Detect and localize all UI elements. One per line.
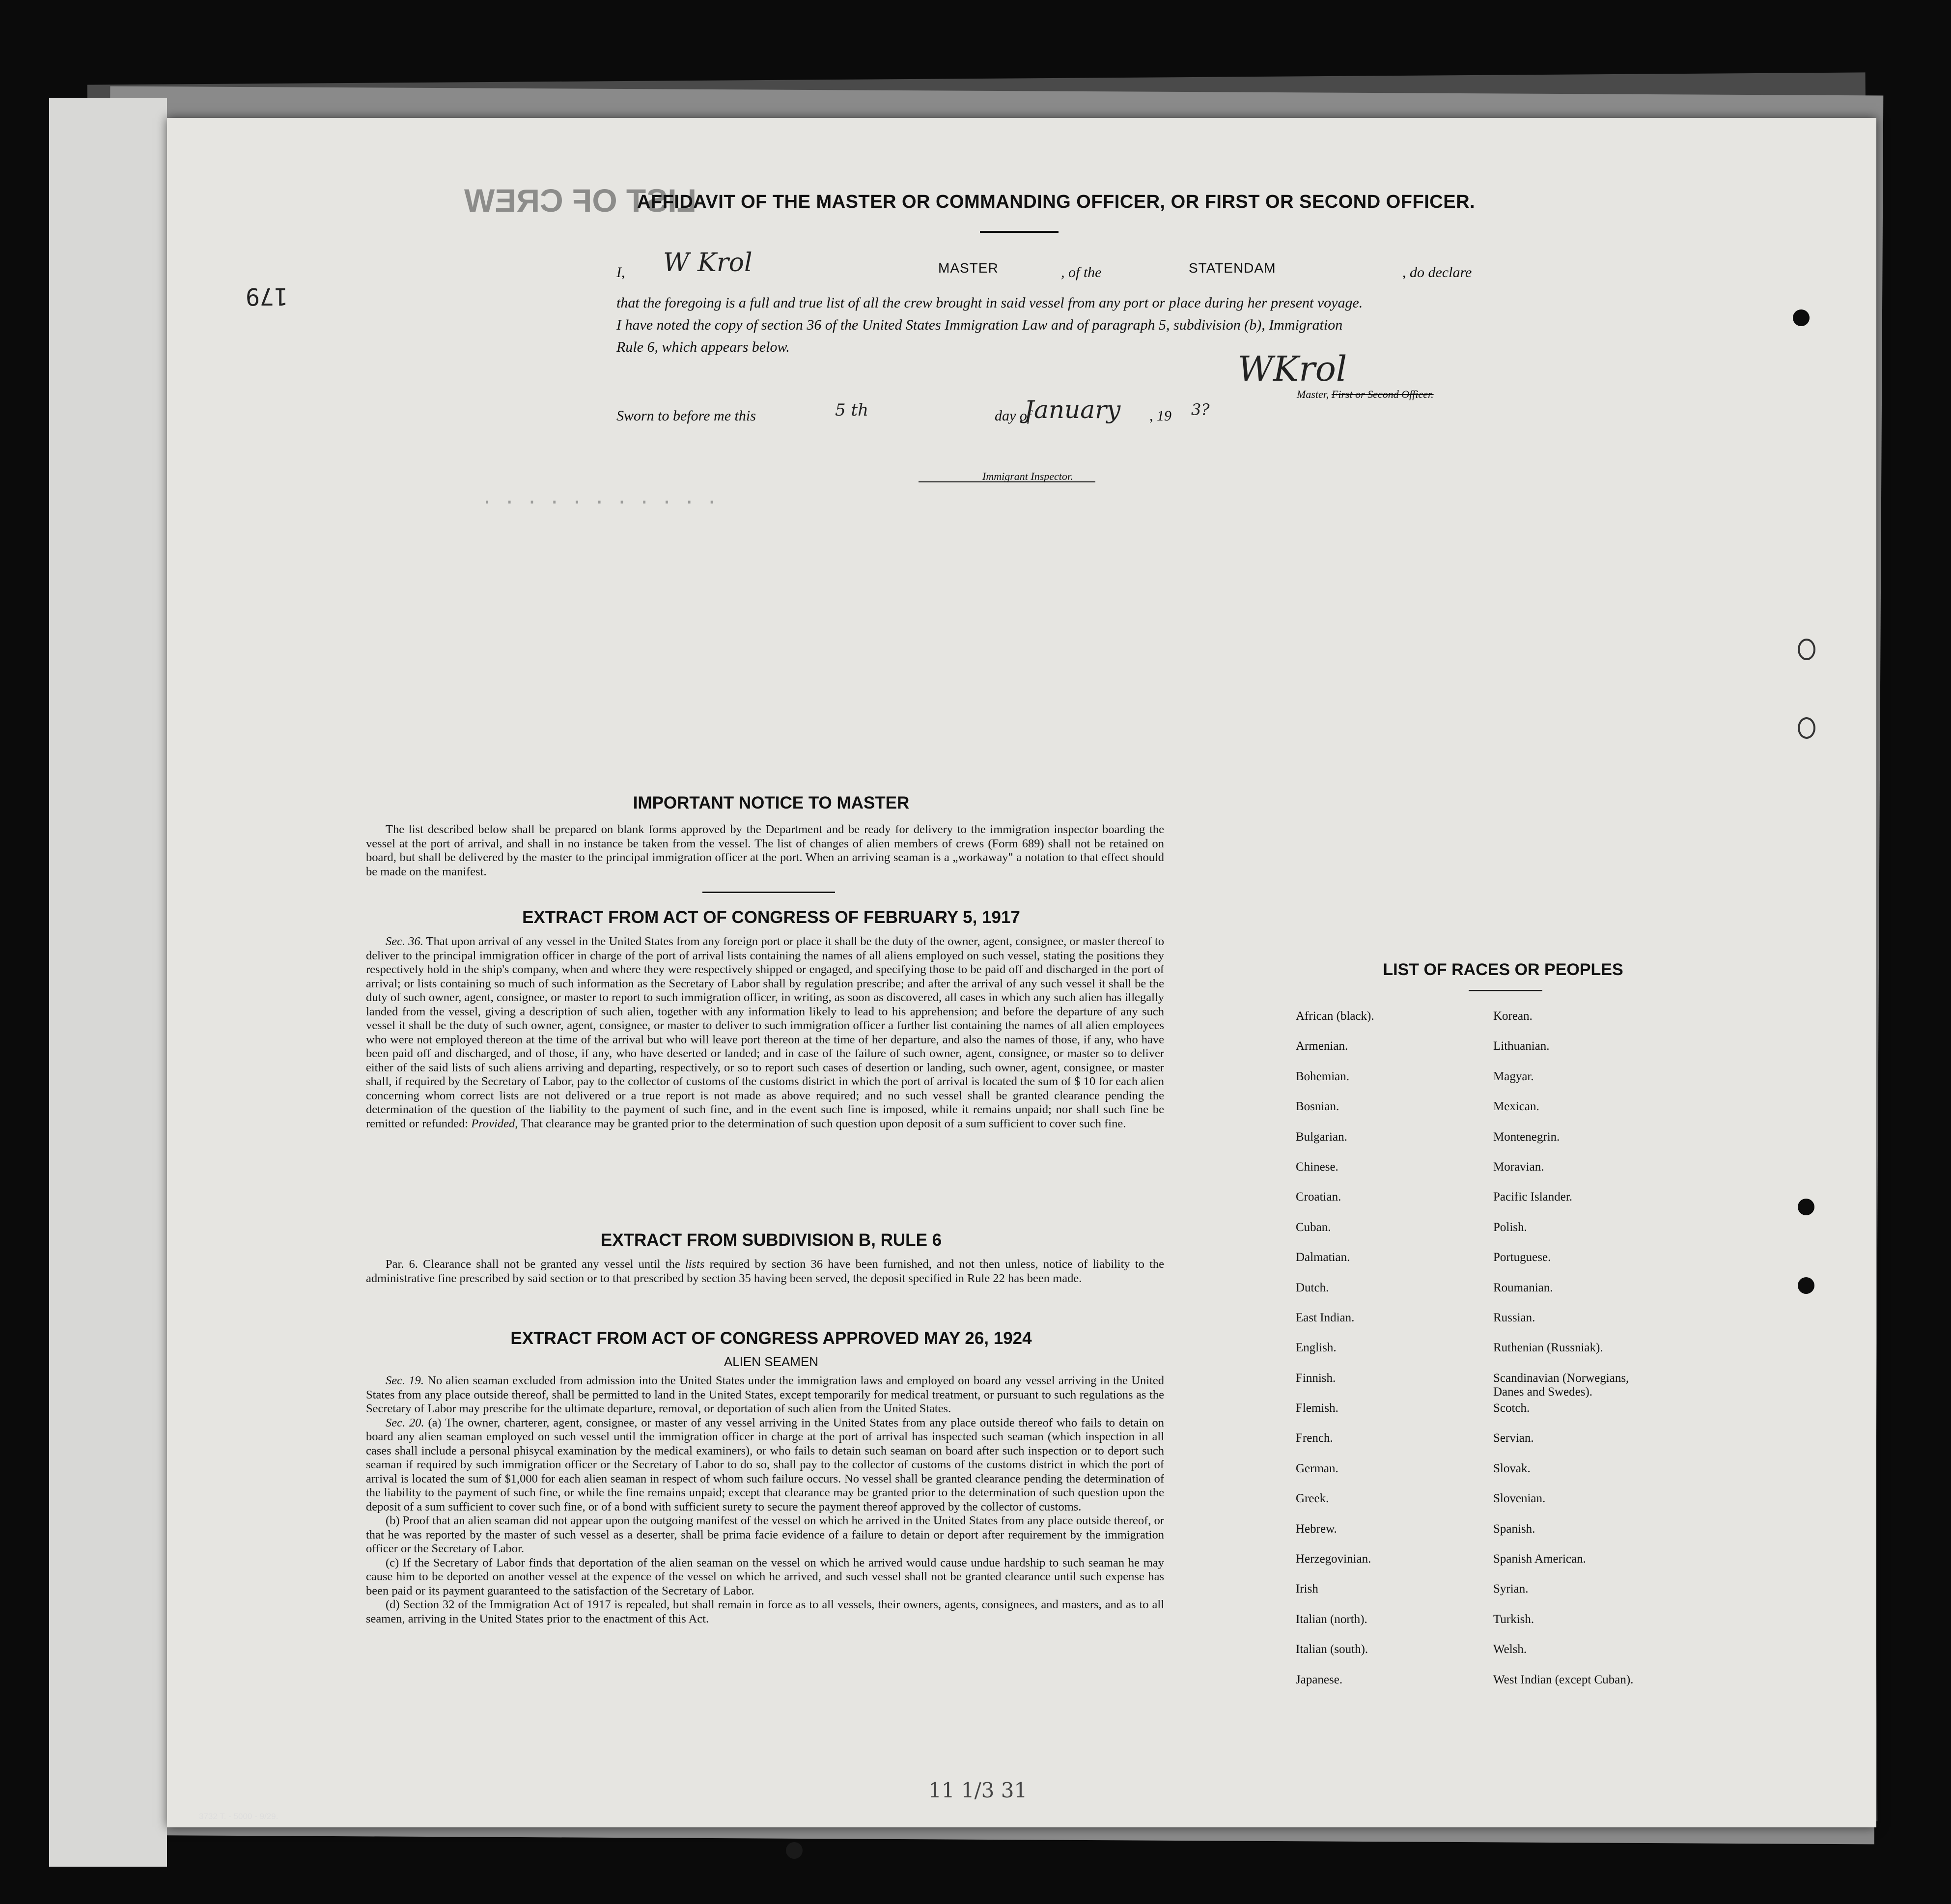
race-item: Pacific Islander. [1493,1190,1573,1204]
sworn-year-hand: 3? [1191,400,1210,419]
extract-1917-heading: EXTRACT FROM ACT OF CONGRESS OF FEBRUARY 5, 1917 [522,908,1020,927]
race-item: Ruthenian (Russniak). [1493,1341,1603,1355]
punch-hole [1793,309,1810,326]
extract-1917-text [366,935,1164,1131]
caption-struck: First or Second Officer. [1331,388,1434,400]
vessel-name: STATENDAM [1189,260,1276,276]
rule6-heading: EXTRACT FROM SUBDIVISION B, RULE 6 [600,1231,942,1250]
form-number: 3732 T. - 5000 - 9/29. [199,1812,279,1821]
sec-20b-text: (b) Proof that an alien seaman did not appear upon the outgoing manifest of the vessel on which he arrived in the United States from any place outside thereof, or that he was reported by the master of such vessel as a deserter, shall be prima facie evidence of a failure to detain or deport after requirement by the immigration officer or the Secretary of Labor. [366,1514,1164,1555]
race-item: Herzegovinian. [1296,1552,1371,1566]
race-item: African (black). [1296,1009,1374,1023]
races-title: LIST OF RACES OR PEOPLES [1383,960,1623,979]
notice-heading: IMPORTANT NOTICE TO MASTER [633,793,910,812]
rank-typed: MASTER [938,260,999,276]
race-item: Chinese. [1296,1160,1338,1174]
affidavit-of-the: , of the [1061,264,1102,280]
sec-19-label: Sec. 19. [386,1374,424,1387]
race-item: French. [1296,1431,1333,1445]
bottom-handwritten-note: 11 1/3 31 [928,1778,1028,1802]
race-item: Italian (south). [1296,1643,1368,1656]
race-item: Russian. [1493,1311,1535,1324]
race-item: Turkish. [1493,1612,1534,1626]
race-item: Cuban. [1296,1220,1331,1234]
race-item: Montenegrin. [1493,1130,1560,1144]
rule6-lists: lists [685,1258,705,1271]
race-item: Spanish. [1493,1522,1535,1536]
race-item: Bohemian. [1296,1069,1350,1083]
bleed-through-title: LIST OF CREW [464,182,697,219]
races-right-column [1493,1009,1633,1703]
sworn-prefix: Sworn to before me this [616,408,756,424]
sworn-year-prefix: , 19 [1149,408,1171,424]
race-item: Irish [1296,1582,1318,1596]
race-item: Bosnian. [1296,1100,1339,1114]
race-item: Roumanian. [1493,1281,1553,1294]
sworn-day: 5 th [835,400,868,420]
race-item: Servian. [1493,1431,1534,1445]
race-item: Finnish. [1296,1371,1336,1385]
signature-caption [1297,388,1434,401]
provided-label: Provided, [471,1117,518,1130]
divider [702,892,835,893]
race-item: English. [1296,1341,1337,1355]
race-item: Armenian. [1296,1039,1348,1053]
affidavit-title: AFFIDAVIT OF THE MASTER OR COMMANDING OFFICER, OR FIRST OR SECOND OFFICER. [637,192,1476,212]
race-item: Mexican. [1493,1100,1539,1114]
race-item: Hebrew. [1296,1522,1337,1536]
race-item: Japanese. [1296,1673,1343,1686]
master-signature: WKrol [1238,349,1347,389]
affidavit-line-3: I have noted the copy of section 36 of the United States Immigration Law and of paragraph 5, subdivision (b), Immigration [616,317,1343,333]
sec-19-text: No alien seaman excluded from admission into the United States under the immigration laws and employed on board any vessel arriving in the United States from any place outside thereof, shall be permitted to land in the United States, except temporarily for medical treatment, or pursuant to such regulations as the Secretary of Labor may prescribe for the ultimate departure, removal, or deportation of such alien from the United States. [366,1374,1165,1415]
notice-paragraph: The list described below shall be prepared on blank forms approved by the Department and be ready for delivery to the immigration inspector boarding the vessel at the port of arrival, and shall in no instance be taken from the vessel. The list of changes of alien members of crews (Form 689) shall not be retained on board, but shall be delivered by the master to the principal immigration officer at the port. When an arriving seaman is a „workaway" a notation to that effect should be made on the manifest. [366,823,1164,878]
caption-master: Master, [1297,388,1329,400]
race-item: Welsh. [1493,1643,1527,1656]
extract-1924-text [366,1374,1164,1626]
race-item: Scandinavian (Norwegians, Danes and Swedes). [1493,1371,1629,1399]
bleed-through-text: . . . . . . . . . . . [481,486,718,508]
left-sheet-edge [49,98,167,1867]
race-item: German. [1296,1461,1338,1475]
affidavit-line-2: that the foregoing is a full and true list of all the crew brought in said vessel from any port or place during her present voyage. [616,295,1363,311]
divider [1469,990,1542,991]
race-item: Italian (north). [1296,1612,1367,1626]
race-item: Spanish American. [1493,1552,1586,1566]
race-item: Flemish. [1296,1401,1338,1415]
races-left-column [1296,1009,1374,1703]
race-item: Korean. [1493,1009,1533,1023]
punch-hole [1798,1277,1814,1294]
race-item: Magyar. [1493,1069,1534,1083]
race-item: Slovak. [1493,1461,1531,1475]
race-item: Greek. [1296,1492,1329,1506]
race-item: West Indian (except Cuban). [1493,1673,1634,1686]
race-item: Moravian. [1493,1160,1544,1174]
affidavit-line-4: Rule 6, which appears below. [616,339,790,355]
divider [980,231,1059,233]
affidavit-i: I, [616,264,625,280]
sec-20d-text: (d) Section 32 of the Immigration Act of 1917 is repealed, but shall remain in force as to all vessels, their owners, agents, consignees, and masters, and as to all seamen, arriving in the United States prior to the enactment of this Act. [366,1598,1164,1625]
sec-36-label: Sec. 36. [386,935,423,948]
race-item: Portuguese. [1493,1251,1551,1264]
race-item: Croatian. [1296,1190,1341,1204]
signer-handwritten: W Krol [663,248,753,278]
sworn-month: January [1024,395,1121,424]
punch-hole [1798,1199,1814,1215]
alien-seamen-heading: ALIEN SEAMEN [724,1354,819,1369]
margin-number: 179 [246,282,288,310]
rule6-text [366,1258,1164,1286]
race-item: Dalmatian. [1296,1251,1350,1264]
notice-text [366,823,1164,879]
race-item: East Indian. [1296,1311,1355,1324]
sec-36-text: That upon arrival of any vessel in the United States from any foreign port or place it shall be the duty of the owner, agent, consignee, or master thereof to deliver to the principal immigration officer in charge of the port of arrival lists containing the names of all aliens employed on such vessel, stating the positions they respectively hold in the ship's company, when and where they were respectively shipped or engaged, and specifying those to be paid off and discharged in the port of arrival; or lists containing so much of such information as the Secretary of Labor shall by regulation prescribe; and after the arrival of any such vessel it shall be the duty of such owner, agent, consignee, or master to report to such immigration officer, in writing, as soon as discovered, all cases in which any such alien has illegally landed from the vessel, giving a description of such alien, together with any information likely to lead to his apprehension; and before the departure of any such vessel it shall be the duty of such owner, agent, consignee, or master to deliver to such immigration officer a further list containing the names of all alien employees who were not employed thereon at the time of the arrival but who will leave port thereon at the time of her departure, and also the names of those, if any, who have been paid off and discharged, and of those, if any, who have deserted or landed; and in case of the failure of such owner, agent, consignee, or master so to deliver either of the said lists of such aliens arriving and departing, respectively, or so to report such cases of desertion or landing, such owner, agent, consignee, or master shall, if required by the Secretary of Labor, pay to the collector of customs of the customs district in which the port of arrival is located the sum of $ 10 for each alien concerning whom correct lists are not delivered or a true report is not made as above required; and no such vessel shall be granted clearance pending the determination of the question of the liability to the payment of such fine, and in the event such fine is imposed, while it remains unpaid; nor shall such fine be remitted or refunded: [366,935,1165,1130]
affidavit-declare: , do declare [1402,264,1472,280]
extract-1924-heading: EXTRACT FROM ACT OF CONGRESS APPROVED MAY 26, 1924 [510,1329,1032,1348]
sec-20c-text: (c) If the Secretary of Labor finds that deportation of the alien seaman on the vessel on which he arrived would cause undue hardship to such seaman he may cause him to be deported on another vessel at the expence of the vessel on which he arrived, and such vessel shall not be granted clearance until such expense has been paid or its payment guaranteed to the satisfaction of the Secretary of Labor. [366,1556,1164,1597]
punch-hole [786,1842,803,1859]
sec-20-label: Sec. 20. [386,1416,424,1429]
sec-36-end: That clearance may be granted prior to the determination of such question upon deposit of a sum sufficient to cover such fine. [521,1117,1126,1130]
rule6-text-b: required by section 36 have been furnished, and not then unless, notice of liability to the administrative fine prescribed by said section or to that prescribed by section 35 having been served, the deposit specified in Rule 22 has been made. [366,1258,1165,1285]
rule6-text-a: Par. 6. Clearance shall not be granted any vessel until the [386,1258,680,1271]
race-item: Slovenian. [1493,1492,1546,1506]
inspector-caption: Immigrant Inspector. [982,470,1073,482]
punch-hole [1798,717,1815,739]
race-item: Dutch. [1296,1281,1329,1294]
race-item: Syrian. [1493,1582,1529,1596]
race-item: Polish. [1493,1220,1527,1234]
race-item: Scotch. [1493,1401,1530,1415]
sworn-day-of: day of [995,408,1031,424]
race-item: Bulgarian. [1296,1130,1347,1144]
race-item: Lithuanian. [1493,1039,1550,1053]
punch-hole [1798,639,1815,660]
sec-20a-text: (a) The owner, charterer, agent, consignee, or master of any vessel arriving in the United States from any place outside thereof who fails to detain on board any alien seaman employed on such vessel until the immigration officer in charge at the port of arrival has inspected such seaman (which inspection in all cases shall include a personal phisycal examination by the medical examiners), or who fails to detain such seaman on board after such inspection or to deport such seaman if required by such immigration officer or the Secretary of Labor to do so, shall pay to the collector of customs of the customs district in which the port of arrival is located the sum of $1,000 for each alien seaman in respect of whom such failure occurs. No vessel shall be granted clearance pending the determination of the liability to the payment of such fine, or while the fine remains unpaid; except that clearance may be granted prior to the determination of such question upon the deposit of a sum sufficient to cover such fine, or of a bond with sufficient surety to secure the payment thereof approved by the collector of customs. [366,1416,1165,1513]
